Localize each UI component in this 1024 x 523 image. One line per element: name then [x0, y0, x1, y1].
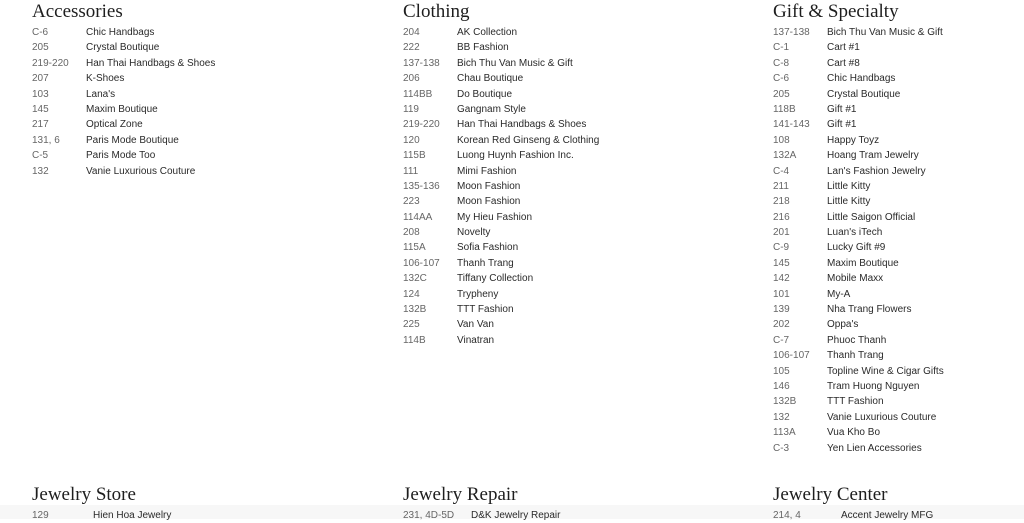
store-name-link[interactable]: Oppa's — [827, 319, 859, 331]
store-unit: 108 — [773, 134, 790, 146]
store-name-link[interactable]: Vua Kho Bo — [827, 427, 881, 439]
store-unit: 114BB — [403, 88, 433, 100]
section-jewelry-store — [32, 483, 362, 523]
section-jewelry-center — [773, 483, 1024, 523]
store-unit: 132 — [773, 411, 790, 423]
store-unit: 105 — [773, 365, 790, 377]
store-row[interactable] — [403, 56, 733, 71]
store-row[interactable] — [773, 194, 1024, 209]
store-name-link[interactable]: Phuoc Thanh — [827, 334, 887, 346]
store-name-link[interactable]: Do Boutique — [457, 88, 513, 100]
store-row[interactable] — [403, 333, 733, 348]
store-name-link[interactable]: K-Shoes — [86, 73, 125, 85]
store-row[interactable] — [773, 179, 1024, 194]
store-row[interactable] — [773, 40, 1024, 55]
store-unit: 201 — [773, 227, 790, 239]
store-row[interactable] — [773, 240, 1024, 255]
store-name-link[interactable]: My Hieu Fashion — [457, 211, 533, 223]
store-row[interactable] — [32, 40, 362, 55]
store-unit: 214, 4 — [773, 510, 801, 521]
store-unit: 115B — [403, 150, 426, 162]
store-unit: 129 — [32, 510, 49, 521]
store-unit: 202 — [773, 319, 790, 331]
store-unit: 118B — [773, 103, 796, 115]
store-name-link[interactable]: Chau Boutique — [457, 73, 524, 85]
store-name-link[interactable]: Little Kitty — [827, 180, 871, 192]
store-row[interactable] — [773, 364, 1024, 379]
store-row[interactable] — [773, 102, 1024, 117]
store-row[interactable] — [773, 317, 1024, 332]
store-name-link[interactable]: Tram Huong Nguyen — [827, 380, 920, 392]
section-title: Jewelry Center — [773, 484, 888, 505]
store-name-link[interactable]: Hien Hoa Jewelry — [93, 510, 172, 521]
store-name-link[interactable]: Moon Fashion — [457, 180, 521, 192]
store-unit: 132C — [403, 273, 427, 285]
store-row[interactable] — [773, 425, 1024, 440]
store-unit: C-8 — [773, 57, 790, 69]
store-row[interactable] — [403, 179, 733, 194]
store-unit: 142 — [773, 273, 790, 285]
section-accessories — [32, 0, 362, 179]
section-jewelry-repair — [403, 483, 733, 523]
store-name-link[interactable]: Luan's iTech — [827, 227, 883, 239]
store-unit: 222 — [403, 42, 420, 54]
store-row[interactable] — [773, 379, 1024, 394]
store-row[interactable] — [403, 240, 733, 255]
store-name-link[interactable]: Novelty — [457, 227, 491, 239]
store-row[interactable] — [773, 148, 1024, 163]
store-row[interactable] — [32, 102, 362, 117]
store-list — [32, 508, 362, 523]
store-unit: 225 — [403, 319, 420, 331]
store-list — [773, 508, 1024, 523]
store-unit: 113A — [773, 427, 796, 439]
store-row[interactable] — [403, 87, 733, 102]
store-row[interactable] — [403, 210, 733, 225]
store-name-link[interactable]: D&K Jewelry Repair — [471, 510, 561, 521]
store-row[interactable] — [773, 333, 1024, 348]
store-row[interactable] — [403, 256, 733, 271]
store-row[interactable] — [32, 56, 362, 71]
store-row[interactable] — [403, 271, 733, 286]
store-unit: C-6 — [32, 27, 49, 38]
store-name-link[interactable]: Little Kitty — [827, 196, 871, 208]
store-row[interactable] — [32, 25, 362, 40]
store-row[interactable] — [32, 117, 362, 132]
store-name-link[interactable]: Gift #1 — [827, 103, 857, 115]
store-name-link[interactable]: AK Collection — [457, 27, 518, 38]
store-row[interactable] — [773, 256, 1024, 271]
store-list — [773, 25, 1024, 456]
store-unit: 132 — [32, 165, 49, 177]
store-unit: 139 — [773, 304, 790, 316]
store-unit: 101 — [773, 288, 790, 300]
store-unit: 218 — [773, 196, 790, 208]
store-unit: C-5 — [32, 150, 49, 162]
store-unit: 204 — [403, 27, 420, 38]
store-unit: 145 — [773, 257, 790, 269]
store-name-link[interactable]: Optical Zone — [86, 119, 143, 131]
store-row[interactable] — [403, 102, 733, 117]
store-row[interactable] — [773, 87, 1024, 102]
store-name-link[interactable]: My-A — [827, 288, 851, 300]
store-name-link[interactable]: Trypheny — [457, 288, 499, 300]
store-name-link[interactable]: Accent Jewelry MFG — [841, 510, 934, 521]
store-unit: 211 — [773, 180, 789, 192]
store-name-link[interactable]: Vanie Luxurious Couture — [827, 411, 937, 423]
store-row[interactable] — [403, 25, 733, 40]
store-unit: C-3 — [773, 442, 790, 454]
store-name-link[interactable]: Tiffany Collection — [457, 273, 534, 285]
store-name-link[interactable]: Thanh Trang — [457, 257, 514, 269]
store-name-link[interactable]: Vanie Luxurious Couture — [86, 165, 196, 177]
store-list — [403, 508, 733, 523]
store-row[interactable] — [403, 194, 733, 209]
store-row[interactable] — [32, 87, 362, 102]
store-row[interactable] — [403, 302, 733, 317]
store-unit: 124 — [403, 288, 420, 300]
section-title: Jewelry Store — [32, 484, 136, 505]
store-unit: 208 — [403, 227, 420, 239]
store-row[interactable] — [773, 117, 1024, 132]
store-name-link[interactable]: Bich Thu Van Music & Gift — [457, 57, 573, 69]
store-unit: 106-107 — [403, 257, 440, 269]
store-name-link[interactable]: Moon Fashion — [457, 196, 521, 208]
section-title: Accessories — [32, 1, 123, 22]
store-name-link[interactable]: Topline Wine & Cigar Gifts — [827, 365, 944, 377]
store-name-link[interactable]: Maxim Boutique — [86, 103, 158, 115]
store-name-link[interactable]: Paris Mode Too — [86, 150, 156, 162]
store-unit: 137-138 — [403, 57, 440, 69]
store-unit: 141-143 — [773, 119, 810, 131]
store-unit: 137-138 — [773, 27, 810, 38]
store-name-link[interactable]: Maxim Boutique — [827, 257, 899, 269]
store-name-link[interactable]: Happy Toyz — [827, 134, 880, 146]
section-title: Jewelry Repair — [403, 484, 518, 505]
store-row[interactable] — [773, 56, 1024, 71]
store-unit: 131, 6 — [32, 134, 60, 146]
store-unit: C-7 — [773, 334, 790, 346]
store-name-link[interactable]: Mobile Maxx — [827, 273, 884, 285]
store-unit: 120 — [403, 134, 420, 146]
store-unit: C-4 — [773, 165, 790, 177]
store-name-link[interactable]: Lana's — [86, 88, 116, 100]
store-unit: 132B — [403, 304, 427, 316]
store-row[interactable] — [403, 40, 733, 55]
store-unit: 103 — [32, 88, 49, 100]
store-unit: C-6 — [773, 73, 790, 85]
section-clothing — [403, 0, 733, 348]
store-unit: 219-220 — [32, 57, 69, 69]
store-row[interactable] — [403, 508, 733, 523]
store-unit: 115A — [403, 242, 426, 254]
store-name-link[interactable]: Gangnam Style — [457, 103, 526, 115]
store-unit: 132B — [773, 396, 797, 408]
store-row[interactable] — [403, 317, 733, 332]
store-unit: C-1 — [773, 42, 790, 54]
store-row[interactable] — [403, 287, 733, 302]
store-unit: 205 — [32, 42, 49, 54]
store-name-link[interactable]: Korean Red Ginseng & Clothing — [457, 134, 600, 146]
store-row[interactable] — [32, 164, 362, 179]
store-name-link[interactable]: Thanh Trang — [827, 350, 884, 362]
store-name-link[interactable]: Crystal Boutique — [827, 88, 901, 100]
store-name-link[interactable]: TTT Fashion — [457, 304, 514, 316]
store-name-link[interactable]: Van Van — [457, 319, 494, 331]
store-unit: 207 — [32, 73, 49, 85]
store-row[interactable] — [773, 287, 1024, 302]
store-row[interactable] — [403, 148, 733, 163]
store-row[interactable] — [403, 117, 733, 132]
store-row[interactable] — [403, 71, 733, 86]
store-row[interactable] — [773, 410, 1024, 425]
store-name-link[interactable]: Lucky Gift #9 — [827, 242, 886, 254]
store-row[interactable] — [773, 348, 1024, 363]
store-row[interactable] — [32, 508, 362, 523]
store-row[interactable] — [773, 225, 1024, 240]
store-name-link[interactable]: Vinatran — [457, 334, 495, 346]
store-row[interactable] — [403, 133, 733, 148]
store-unit: 111 — [403, 165, 419, 177]
store-row[interactable] — [773, 71, 1024, 86]
store-unit: 219-220 — [403, 119, 440, 131]
store-row[interactable] — [403, 164, 733, 179]
store-unit: 217 — [32, 119, 49, 131]
store-unit: 145 — [32, 103, 49, 115]
store-name-link[interactable]: Lan's Fashion Jewelry — [827, 165, 926, 177]
store-name-link[interactable]: Cart #1 — [827, 42, 860, 54]
store-name-link[interactable]: Gift #1 — [827, 119, 857, 131]
store-unit: 106-107 — [773, 350, 810, 362]
store-unit: 114B — [403, 334, 426, 346]
store-name-link[interactable]: TTT Fashion — [827, 396, 884, 408]
section-title: Gift & Specialty — [773, 1, 899, 22]
store-name-link[interactable]: Crystal Boutique — [86, 42, 160, 54]
store-list — [32, 25, 362, 179]
store-unit: 119 — [403, 103, 419, 115]
store-unit: 146 — [773, 380, 790, 392]
store-name-link[interactable]: Chic Handbags — [86, 27, 155, 38]
store-unit: 132A — [773, 150, 797, 162]
store-unit: 223 — [403, 196, 420, 208]
store-unit: 114AA — [403, 211, 433, 223]
section-title: Clothing — [403, 1, 470, 22]
store-row[interactable] — [773, 210, 1024, 225]
store-unit: 135-136 — [403, 180, 440, 192]
store-row[interactable] — [773, 271, 1024, 286]
store-unit: C-9 — [773, 242, 790, 254]
store-row[interactable] — [32, 148, 362, 163]
store-row[interactable] — [32, 133, 362, 148]
store-list — [403, 25, 733, 348]
store-unit: 205 — [773, 88, 790, 100]
store-row[interactable] — [32, 71, 362, 86]
store-row[interactable] — [773, 133, 1024, 148]
store-row[interactable] — [403, 225, 733, 240]
store-name-link[interactable]: Little Saigon Official — [827, 211, 916, 223]
store-row[interactable] — [773, 164, 1024, 179]
store-name-link[interactable]: Paris Mode Boutique — [86, 134, 179, 146]
store-unit: 231, 4D-5D — [403, 510, 455, 521]
store-name-link[interactable]: Mimi Fashion — [457, 165, 517, 177]
store-unit: 206 — [403, 73, 420, 85]
store-name-link[interactable]: Hoang Tram Jewelry — [827, 150, 919, 162]
store-name-link[interactable]: Bich Thu Van Music & Gift — [827, 27, 943, 38]
store-name-link[interactable]: BB Fashion — [457, 42, 509, 54]
store-row[interactable] — [773, 302, 1024, 317]
section-gift-specialty — [773, 0, 1024, 456]
store-name-link[interactable]: Luong Huynh Fashion Inc. — [457, 150, 574, 162]
store-name-link[interactable]: Sofia Fashion — [457, 242, 519, 254]
store-name-link[interactable]: Han Thai Handbags & Shoes — [86, 57, 216, 69]
store-row[interactable] — [773, 508, 1024, 523]
store-name-link[interactable]: Han Thai Handbags & Shoes — [457, 119, 587, 131]
store-row[interactable] — [773, 394, 1024, 409]
store-row[interactable] — [773, 25, 1024, 40]
store-name-link[interactable]: Chic Handbags — [827, 73, 896, 85]
store-name-link[interactable]: Nha Trang Flowers — [827, 304, 912, 316]
store-unit: 216 — [773, 211, 790, 223]
store-name-link[interactable]: Yen Lien Accessories — [827, 442, 922, 454]
store-name-link[interactable]: Cart #8 — [827, 57, 860, 69]
store-row[interactable] — [773, 441, 1024, 456]
